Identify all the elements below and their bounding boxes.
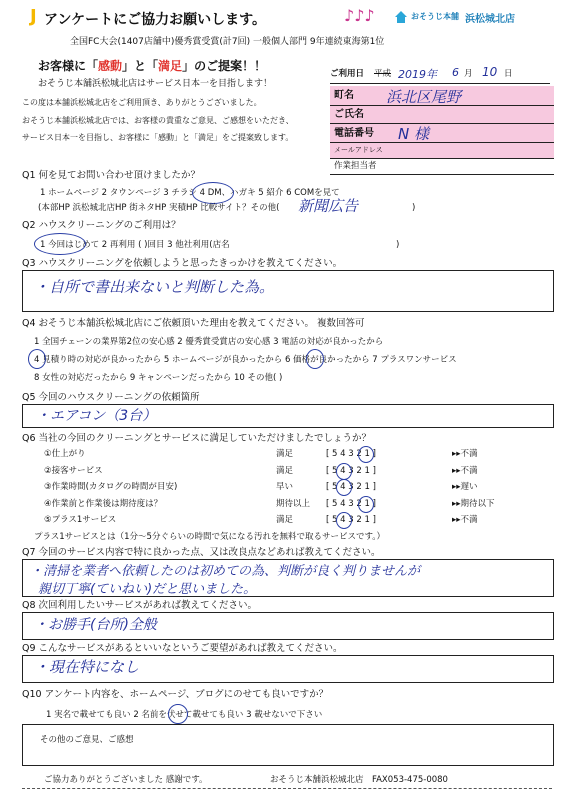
q2-close-paren: ) — [396, 240, 400, 250]
q9-answer: ・現在特になし — [34, 658, 140, 676]
day-value: 10 — [482, 65, 498, 79]
q1-answer: 新聞広告 — [298, 197, 359, 215]
q4-choice-circle-4 — [28, 349, 46, 369]
q6-row-right-label: ▸▸遅い — [452, 482, 478, 492]
q1-options-detail: (本部HP 浜松城北店HP 街ネタHP 実積HP 比較サイト？その他( — [38, 203, 280, 213]
staff-label: 作業担当者 — [334, 161, 377, 171]
q6-title: Q6 当社の今回のクリーニングとサービスに満足していただけましたでしょうか？ — [22, 433, 372, 444]
q5-answer: ・エアコン（3台） — [36, 408, 157, 424]
q9-title: Q9 こんなサービスがあるといいなというご要望があれば教えてください。 — [22, 643, 343, 654]
intro-line-1: おそうじ本舗浜松城北店はサービス日本一を目指します！ — [38, 79, 273, 89]
q1-title: Q1 何を見てお問い合わせ頂けましたか？ — [22, 170, 201, 181]
phone-label: 電話番号 — [334, 128, 374, 139]
date-label: ご利用日 — [330, 69, 365, 79]
q6-choice-circle — [358, 446, 374, 463]
manzoku-text: 満足 — [158, 59, 183, 73]
q6-row-right-label: ▸▸期待以下 — [452, 498, 495, 509]
q3-title: Q3 ハウスクリーニングを依頼しようと思ったきっかけを教えてください。 — [22, 258, 343, 269]
q6-row-label: ②接客サービス — [44, 465, 103, 476]
q2-title: Q2 ハウスクリーニングのご利用は？ — [22, 220, 181, 231]
q4-options-2: 4 見積り時の対応が良かったから 5 ホームページが良かったから 6 価格が良かったから 7 プラスワンサービス — [34, 355, 457, 365]
award-line: 全国FC大会(1407店舗中)優秀賞受賞(計7回) 一般個人部門 9年連続東海第1位 — [70, 37, 385, 47]
q2-choice-circle — [34, 233, 86, 255]
proposal-post: 」のご提案！！ — [182, 59, 267, 73]
q6-row-left-label: 満足 — [276, 515, 294, 525]
name-label: ご氏名 — [334, 109, 364, 120]
title-j-mark: J — [30, 6, 37, 27]
q5-title: Q5 今回のハウスクリーニングの依頼箇所 — [22, 392, 200, 403]
q6-row-left-label: 満足 — [276, 465, 294, 476]
footer-fax: FAX053-475-0080 — [372, 775, 448, 785]
q6-row-label: ①仕上がり — [44, 449, 86, 459]
q7-title: Q7 今回のサービス内容で特に良かった点、又は改良点などあれば教えてください。 — [22, 547, 381, 558]
q10-options: 1 実名で載せても良い 2 名前を伏せて載せても良い 3 載せないで下さい — [46, 710, 323, 720]
q1-choice-circle — [192, 182, 234, 204]
phone-value: N 様 — [398, 125, 429, 143]
town-underline — [330, 105, 554, 106]
q6-row-right-label: ▸▸不満 — [452, 515, 478, 525]
town-value: 浜北区尾野 — [386, 88, 462, 106]
q6-row-right-label: ▸▸不満 — [452, 465, 478, 476]
q4-options-1: 1 全国チェーンの業界第2位の安心感 2 優秀賞受賞店の安心感 3 電話の対応が良かったから — [34, 337, 384, 347]
q8-answer: ・お勝手(台所)全般 — [34, 617, 157, 633]
q6-row-label: ④作業前と作業後は期待度は？ — [44, 498, 163, 509]
q4-options-3: 8 女性の対応だったから 9 キャンペーンだったから 10 その他( ) — [34, 373, 283, 383]
q6-row-scale: [ 5 4 3 2 1 ] — [326, 449, 376, 459]
email-underline — [330, 158, 554, 159]
q6-row-scale: [ 5 4 3 2 1 ] — [326, 498, 376, 509]
proposal-mid: 」と「 — [122, 59, 159, 73]
page-title: アンケートにご協力お願いします。 — [44, 12, 267, 28]
customer-info — [330, 66, 554, 162]
q6-row-right-label: ▸▸不満 — [452, 449, 478, 459]
q6-row-label: ③作業時間(カタログの時間が目安) — [44, 482, 178, 492]
q2-options: 1 今回はじめて 2 再利用 ( )回目 3 他社利用(店名 — [40, 240, 230, 250]
brand-name: おそうじ本舗 — [411, 12, 459, 21]
intro-line-2: この度は本舗浜松城北店をご利用頂き、ありがとうございました。 — [22, 98, 262, 107]
date-underline — [330, 83, 550, 84]
q6-row-scale: [ 5 4 3 2 1 ] — [326, 482, 376, 492]
month-value: 6 — [452, 66, 459, 79]
intro-line-4: サービス日本一を目指し、お客様に「感動」と「満足」をご提案致します。 — [22, 133, 294, 142]
day-label: 日 — [504, 69, 513, 79]
name-underline — [330, 123, 554, 124]
q6-row-left-label: 期待以上 — [276, 498, 311, 509]
proposal-line — [38, 57, 266, 74]
opinion-label: その他のご意見、ご感想 — [40, 735, 134, 745]
year-value: 2019年 — [398, 68, 437, 81]
q6-note: プラス1サービスとは（1分～5分ぐらいの時間で気になる汚れを無料で取るサービスです。） — [34, 532, 386, 542]
q4-title: Q4 おそうじ本舗浜松城北店にご依頼頂いた理由を教えてください。 複数回答可 — [22, 318, 365, 329]
month-label: 月 — [464, 69, 473, 79]
phone-underline — [330, 142, 554, 143]
q6-row-scale: [ 5 4 3 2 1 ] — [326, 465, 376, 476]
q1-options: 1 ホームページ 2 タウンページ 3 チラシ 4 DM、ハガキ 5 紹介 6 COMを見て — [40, 188, 340, 198]
intro-line-3: おそうじ本舗浜松城北店では、お客様の貴重なご意見、ご感想をいただき、 — [22, 116, 294, 125]
q7-answer-line-2: 親切丁寧(ていねい)だと思いました。 — [38, 582, 257, 597]
q7-answer-line-1: ・清掃を業者へ依頼したのは初めての為、判断が良く判りませんが — [30, 564, 421, 579]
q10-choice-circle — [168, 704, 188, 724]
q6-choice-circle — [336, 512, 352, 529]
music-notes-icon: ♪♪♪ — [344, 6, 375, 25]
q6-row-scale: [ 5 4 3 2 1 ] — [326, 515, 376, 525]
q6-row-left-label: 満足 — [276, 449, 294, 459]
staff-underline — [330, 174, 554, 175]
header — [0, 0, 566, 47]
q6-row-label: ⑤プラス1サービス — [44, 515, 117, 525]
email-label: メールアドレス — [334, 146, 383, 154]
q6-row-left-label: 早い — [276, 482, 294, 492]
kando-text: 感動 — [98, 59, 123, 73]
era-text: 平成 — [374, 69, 392, 79]
footer-shop: おそうじ本舗浜松城北店 — [270, 775, 364, 785]
town-label: 町名 — [334, 90, 354, 101]
footer-rule — [22, 788, 552, 789]
q6-choice-circle — [336, 479, 352, 496]
branch-name: 浜松城北店 — [465, 14, 515, 25]
q4-choice-circle-6 — [306, 349, 324, 369]
footer-thanks: ご協力ありがとうございました 感謝です。 — [44, 775, 208, 785]
q6-choice-circle — [358, 496, 374, 513]
q3-answer: ・自所で書出来ないと判断した為。 — [34, 278, 275, 296]
q6-choice-circle — [336, 463, 352, 480]
proposal-pre: お客様に「 — [38, 59, 99, 73]
q8-title: Q8 次回利用したいサービスがあれば教えてください。 — [22, 600, 258, 611]
q10-title: Q10 アンケート内容を、ホームページ、ブログにのせても良いですか？ — [22, 689, 329, 700]
q1-close-paren: ) — [412, 203, 416, 213]
brand-logo-icon — [394, 9, 408, 23]
